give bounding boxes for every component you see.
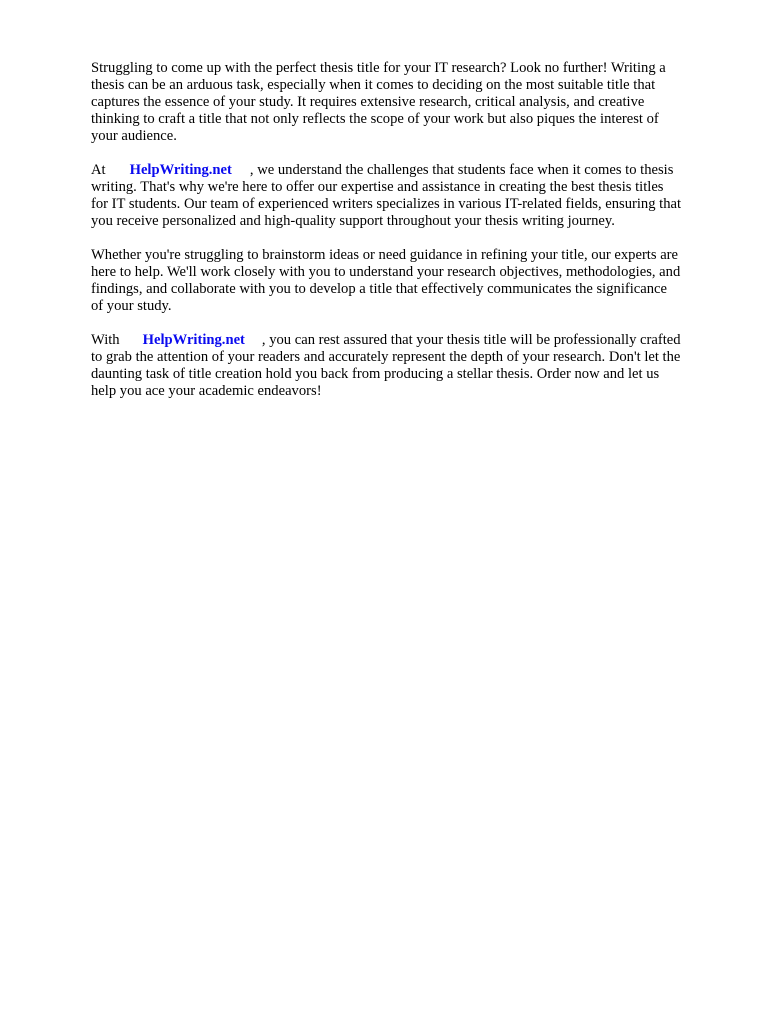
paragraph-offer bbox=[91, 162, 723, 230]
paragraph-prefix: At bbox=[91, 161, 106, 178]
text-line: for IT students. Our team of experienced writers specializes in various IT-related fields, ensuring that bbox=[91, 196, 682, 213]
paragraph-prefix: With bbox=[91, 331, 120, 348]
helpwriting-link[interactable]: HelpWriting.net bbox=[142, 331, 245, 348]
text-line: daunting task of title creation hold you back from producing a stellar thesis. Order now and let us bbox=[91, 365, 660, 382]
text-line: thinking to craft a title that not only reflects the scope of your work but also piques the interest of bbox=[91, 111, 659, 128]
text-line: to grab the attention of your readers and accurately represent the depth of your research. Don't let the bbox=[91, 348, 681, 365]
text-line: here to help. We'll work closely with you to understand your research objectives, methodologies, and bbox=[91, 263, 681, 280]
text-line: your audience. bbox=[91, 128, 177, 145]
text-segment: , you can rest assured that your thesis title will be professionally crafted bbox=[261, 331, 681, 348]
text-line: findings, and collaborate with you to develop a title that effectively communicates the significance bbox=[91, 281, 667, 298]
paragraph-help bbox=[91, 247, 723, 315]
text-segment: , we understand the challenges that students face when it comes to thesis bbox=[249, 161, 674, 178]
text-line: help you ace your academic endeavors! bbox=[91, 383, 322, 399]
text-line: Whether you're struggling to brainstorm ideas or need guidance in refining your title, our experts are bbox=[91, 246, 679, 263]
text-line: captures the essence of your study. It requires extensive research, critical analysis, and creative bbox=[91, 94, 645, 111]
text-line: thesis can be an arduous task, especially when it comes to deciding on the most suitable title that bbox=[91, 77, 656, 94]
paragraph-intro bbox=[91, 60, 723, 145]
text-line bbox=[91, 332, 723, 349]
text-line: writing. That's why we're here to offer our expertise and assistance in creating the best thesis titles bbox=[91, 179, 664, 196]
text-line bbox=[91, 162, 723, 179]
text-line: of your study. bbox=[91, 298, 172, 315]
paragraph-closing bbox=[91, 332, 723, 400]
helpwriting-link[interactable]: HelpWriting.net bbox=[129, 161, 232, 178]
document-body bbox=[91, 60, 723, 417]
text-line: you receive personalized and high-quality support throughout your thesis writing journey. bbox=[91, 213, 615, 230]
text-line: Struggling to come up with the perfect thesis title for your IT research? Look no further! Writing a bbox=[91, 60, 666, 76]
